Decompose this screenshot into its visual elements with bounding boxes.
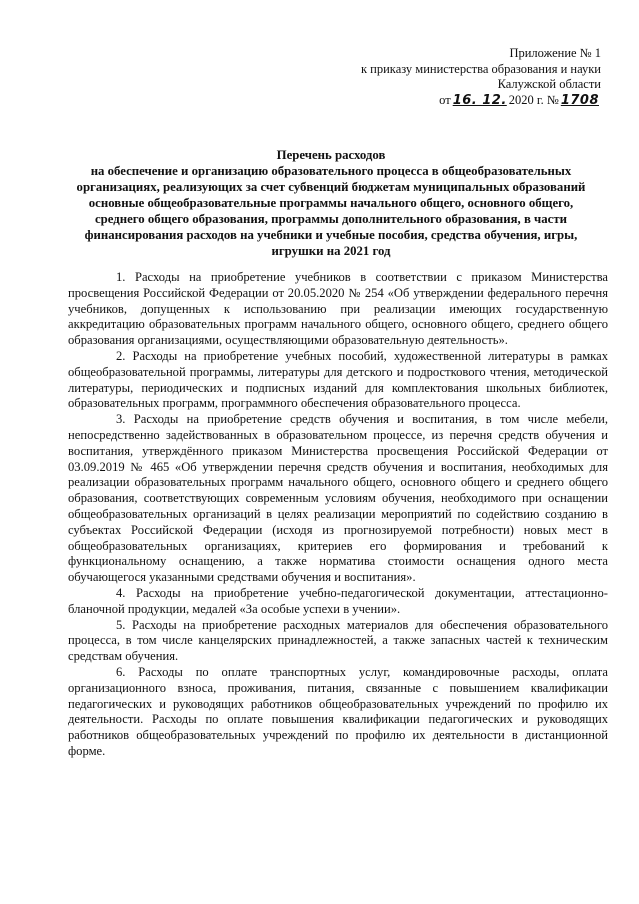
document-body	[68, 270, 608, 760]
date-suffix: 2020 г. №	[508, 92, 559, 107]
list-item: 3. Расходы на приобретение средств обучения и воспитания, в том числе мебели, непосредственно задействованных в образовательном процессе, из перечня средств обучения и воспитания, утверждённого приказом Министерства просвещения Российской Федерации от 03.09.2019 № 465 «Об утверждении перечня средств обучения и воспитания, необходимых для реализации образовательных программ начального общего, основного общего и среднего общего образования, соответствующих современным условиям обучения, необходимого при оснащении общеобразовательных организаций в целях реализации мероприятий по содействию созданию в субъектах Российской Федерации (исходя из прогнозируемой потребности) новых мест в общеобразовательных организациях, критериев его формирования и требований к функциональному оснащению, а также норматива стоимости оснащения одного места обучающегося указанными средствами обучения и воспитания».	[68, 412, 608, 585]
date-prefix: от	[439, 92, 451, 107]
list-item: 4. Расходы на приобретение учебно-педагогической документации, аттестационно-бланочной продукции, медалей «За особые успехи в учении».	[68, 585, 608, 616]
list-item: 5. Расходы на приобретение расходных материалов для обеспечения образовательного процесса, в том числе канцелярских принадлежностей, а также запасных частей к техническим средствам обучения.	[68, 617, 608, 664]
list-item: 2. Расходы на приобретение учебных пособий, художественной литературы в рамках общеобразовательной программы, литературы для детского и подросткового чтения, методической литературы, периодических и подписных изданий для комплектования школьных библиотек, образовательных программ, программного обеспечения образовательного процесса.	[68, 348, 608, 411]
handwritten-date: 16. 12.	[452, 92, 507, 108]
document-title	[70, 147, 592, 259]
title-heading: Перечень расходов	[276, 148, 386, 162]
list-item: 6. Расходы по оплате транспортных услуг, командировочные расходы, оплата организационного взноса, проживания, питания, связанные с повышением квалификации педагогических и руководящих работников общеобразовательных учреждений по профилю их деятельности. Расходы по оплате повышения квалификации педагогических и руководящих работников общеобразовательных учреждений по профилю их деятельности в дистанционной форме.	[68, 664, 608, 758]
appendix-number: Приложение № 1	[509, 46, 601, 60]
handwritten-order-number: 1708	[560, 92, 599, 108]
title-subtitle: на обеспечение и организацию образовательного процесса в общеобразовательных организациях, реализующих за счет субвенций бюджетам муниципальных образований основные общеобразовательные программы начального общего, основного общего, среднего общего образования, программы дополнительного образования, в части финансирования расходов на учебники и учебные пособия, средства обучения, игры, игрушки на 2021 год	[76, 164, 586, 258]
region-name: Калужской области	[497, 77, 601, 91]
order-reference: к приказу министерства образования и науки	[360, 61, 601, 76]
order-date-line	[301, 93, 601, 109]
list-item: 1. Расходы на приобретение учебников в соответствии с приказом Министерства просвещения Российской Федерации от 20.05.2020 № 254 «Об утверждении федерального перечня учебников, допущенных к использованию при реализации имеющих государственную аккредитацию образовательных программ начального общего, основного общего, среднего общего образования организациями, осуществляющими образовательную деятельность».	[68, 270, 608, 348]
appendix-header	[301, 46, 601, 108]
